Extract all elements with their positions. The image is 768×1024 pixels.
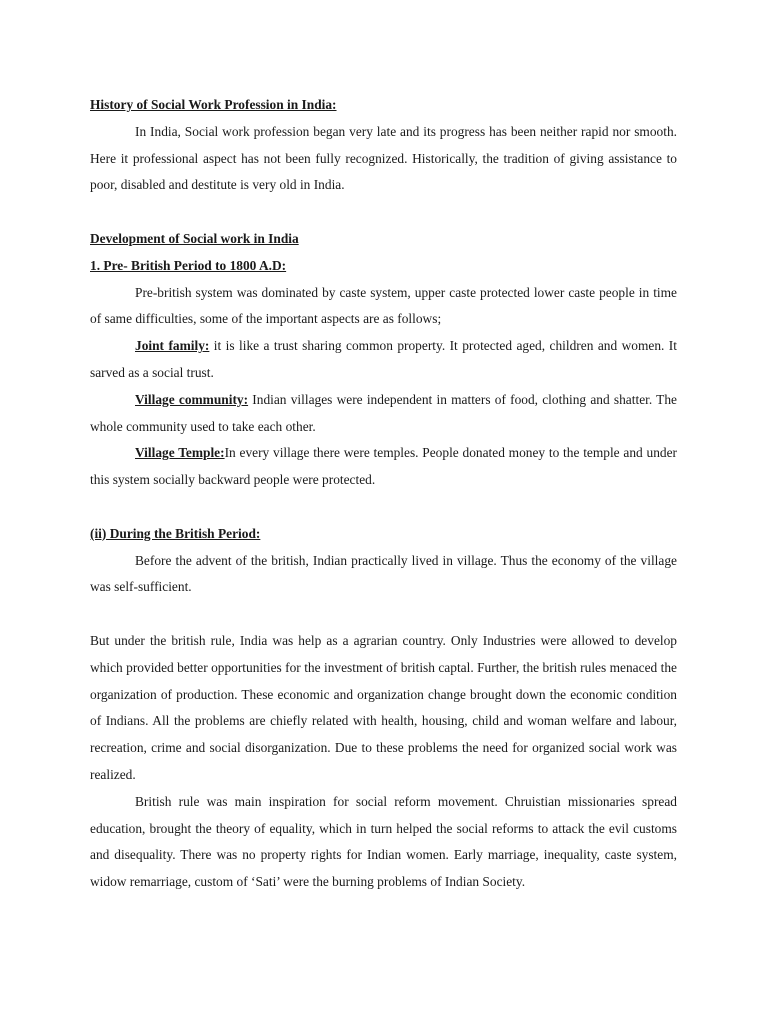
period2-paragraph-1: Before the advent of the british, Indian practically lived in village. Thus the economy of the village was self-sufficient. (90, 552, 677, 595)
period2-paragraph-3: British rule was main inspiration for social reform movement. Chruistian missionaries spread education, brought the theory of equality, which in turn helped the social reforms to attack the evil customs and disequality. There was no property rights for Indian women. Early marriage, inequality, caste system, widow remarriage, custom of ‘Sati’ were the burning problems of Indian Society. (90, 793, 677, 890)
aspect-term: Village community: (135, 391, 249, 407)
section-title: Development of Social work in India (90, 230, 299, 246)
aspect-term: Village Temple: (135, 445, 225, 461)
aspect-term: Joint family: (135, 338, 210, 354)
aspect-joint-family (90, 333, 677, 387)
period2-heading: (ii) During the British Period: (90, 525, 261, 541)
spacer (90, 199, 677, 226)
document-title: History of Social Work Profession in India: (90, 97, 337, 112)
intro-paragraph: In India, Social work profession began very late and its progress has been neither rapid nor smooth. Here it professional aspect has not been fully recognized. Historically, the tradition of giving assistance to poor, disabled and destitute is very old in India. (90, 123, 677, 193)
document-page (90, 92, 677, 896)
aspect-text: In every village there were temples. People donated money to the temple and under this system socially backward people were protected. (90, 445, 677, 488)
aspect-text: Indian villages were independent in matters of food, clothing and shatter. The whole community used to take each other. (90, 391, 677, 434)
period1-intro: Pre-british system was dominated by caste system, upper caste protected lower caste people in time of same difficulties, some of the important aspects are as follows; (90, 284, 677, 327)
spacer (90, 601, 677, 628)
spacer (90, 494, 677, 521)
period2-paragraph-2: But under the british rule, India was help as a agrarian country. Only Industries were allowed to develop which provided better opportunities for the investment of british captal. Further, the british rules menaced the organization of production. These economic and organization change brought down the economic condition of Indians. All the problems are chiefly related with health, housing, child and woman welfare and labour, recreation, crime and social disorganization. Due to these problems the need for organized social work was realized. (90, 632, 677, 782)
aspect-text: it is like a trust sharing common property. It protected aged, children and women. It sarved as a social trust. (90, 338, 677, 380)
aspect-village-temple (90, 440, 677, 494)
aspect-village-community (90, 387, 677, 441)
period1-heading: 1. Pre- British Period to 1800 A.D: (90, 257, 287, 273)
